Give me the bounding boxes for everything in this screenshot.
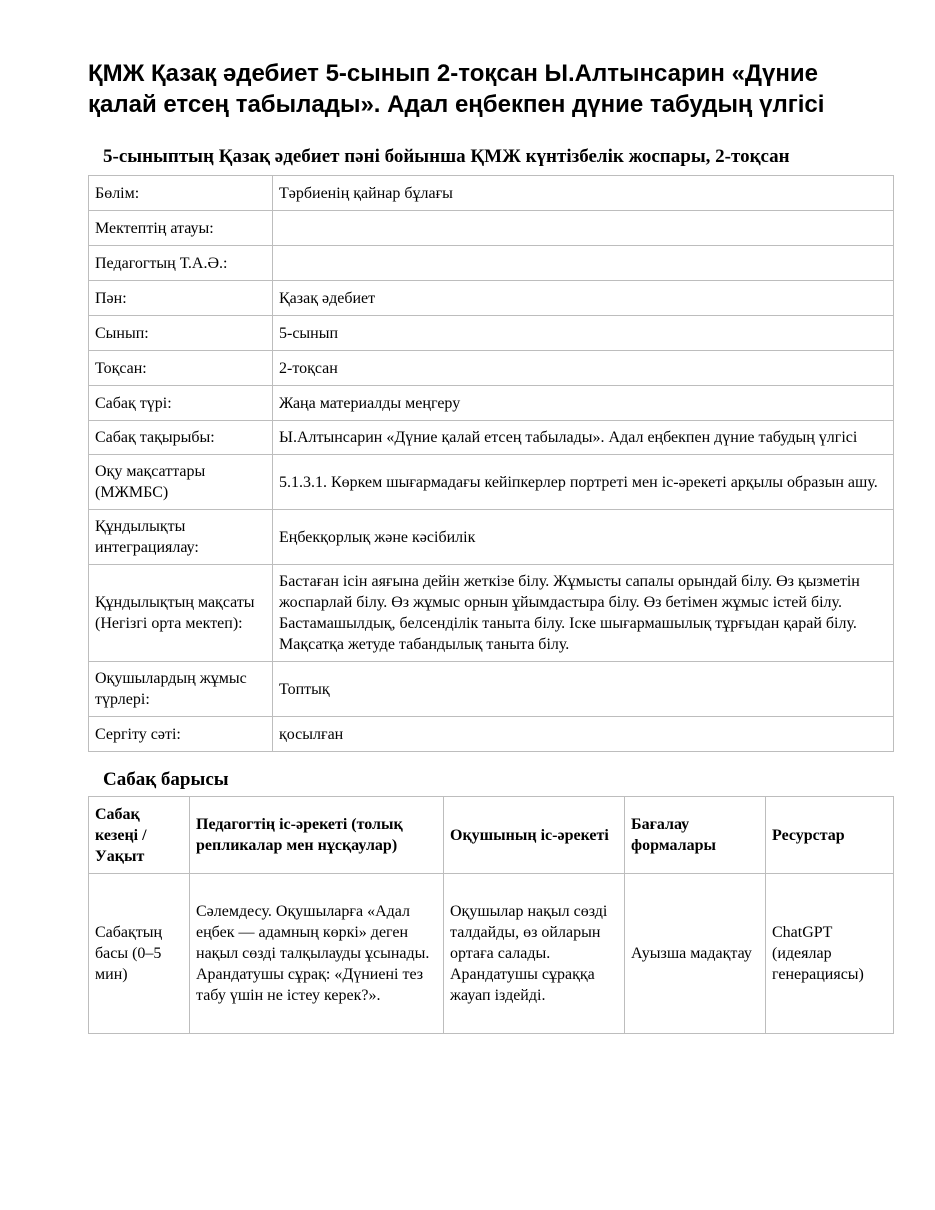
table-row (89, 565, 894, 662)
row-label-section: Бөлім: (89, 176, 273, 211)
row-value-work-forms: Топтық (273, 662, 894, 717)
table-row (89, 717, 894, 752)
column-header-teacher-activity: Педагогтің іс-әрекеті (толық репликалар мен нұсқаулар) (190, 797, 444, 874)
row-value-teacher (273, 246, 894, 281)
row-value-section: Тәрбиенің қайнар бұлағы (273, 176, 894, 211)
row-label-subject: Пән: (89, 281, 273, 316)
row-value-lesson-topic: Ы.Алтынсарин «Дүние қалай етсең табылады». Адал еңбекпен дүние табудың үлгісі (273, 421, 894, 455)
table-row (89, 246, 894, 281)
row-label-lesson-topic: Сабақ тақырыбы: (89, 421, 273, 455)
document-title: ҚМЖ Қазақ әдебиет 5-сынып 2-тоқсан Ы.Алтынсарин «Дүние қалай етсең табылады». Адал еңбекпен дүние табудың үлгісі (88, 60, 825, 118)
row-label-teacher: Педагогтың Т.А.Ә.: (89, 246, 273, 281)
cell-stage: Сабақтың басы (0–5 мин) (89, 874, 190, 1034)
plan-heading: 5-сыныптың Қазақ әдебиет пәні бойынша ҚМЖ күнтізбелік жоспары, 2-тоқсан (103, 146, 790, 167)
table-row (89, 281, 894, 316)
row-value-school (273, 211, 894, 246)
lesson-table (88, 796, 894, 1034)
plan-info-table (88, 175, 894, 752)
column-header-assessment: Бағалау формалары (625, 797, 766, 874)
row-label-value-goal: Құндылықтың мақсаты (Негізгі орта мектеп): (89, 565, 273, 662)
cell-student-activity: Оқушылар нақыл сөзді талдайды, өз ойларын ортаға салады. Арандатушы сұраққа жауап іздейді. (444, 874, 625, 1034)
lesson-heading: Сабақ барысы (103, 769, 229, 790)
table-row (89, 176, 894, 211)
row-value-learning-objectives: 5.1.3.1. Көркем шығармадағы кейіпкерлер портреті мен іс-әрекеті арқылы образын ашу. (273, 455, 894, 510)
row-value-subject: Қазақ әдебиет (273, 281, 894, 316)
column-header-student-activity: Оқушының іс-әрекеті (444, 797, 625, 874)
row-label-work-forms: Оқушылардың жұмыс түрлері: (89, 662, 273, 717)
row-label-school: Мектептің атауы: (89, 211, 273, 246)
row-label-quarter: Тоқсан: (89, 351, 273, 386)
row-value-refresh-moment: қосылған (273, 717, 894, 752)
row-label-refresh-moment: Сергіту сәті: (89, 717, 273, 752)
row-value-quarter: 2-тоқсан (273, 351, 894, 386)
cell-assessment: Ауызша мадақтау (625, 874, 766, 1034)
row-value-value-integration: Еңбекқорлық және кәсібилік (273, 510, 894, 565)
row-label-learning-objectives: Оқу мақсаттары (МЖМБС) (89, 455, 273, 510)
row-value-lesson-type: Жаңа материалды меңгеру (273, 386, 894, 421)
table-row (89, 386, 894, 421)
table-row (89, 316, 894, 351)
table-row (89, 662, 894, 717)
table-row (89, 211, 894, 246)
table-row (89, 874, 894, 1034)
row-value-grade: 5-сынып (273, 316, 894, 351)
table-header-row (89, 797, 894, 874)
table-row (89, 421, 894, 455)
row-label-value-integration: Құндылықты интеграциялау: (89, 510, 273, 565)
document-page (88, 58, 892, 1034)
cell-teacher-activity: Сәлемдесу. Оқушыларға «Адал еңбек — адамның көркі» деген нақыл сөзді талқылауды ұсынады. Арандатушы сұрақ: «Дүниені тез табу үшін не істеу керек?». (190, 874, 444, 1034)
table-row (89, 510, 894, 565)
table-row (89, 455, 894, 510)
column-header-resources: Ресурстар (766, 797, 894, 874)
cell-resources: ChatGPT (идеялар генерациясы) (766, 874, 894, 1034)
table-row (89, 351, 894, 386)
row-label-lesson-type: Сабақ түрі: (89, 386, 273, 421)
column-header-stage: Сабақ кезеңі / Уақыт (89, 797, 190, 874)
row-label-grade: Сынып: (89, 316, 273, 351)
row-value-value-goal: Бастаған ісін аяғына дейін жеткізе білу. Жұмысты сапалы орындай білу. Өз қызметін жоспарлай білу. Өз жұмыс орнын ұйымдастыра білу. Өз бетімен жұмыс істей білу. Бастамашылдық, белсенділік таныта білу. Іске шығармашылық тұрғыдан қарай білу. Мақсатқа жетуде табандылық таныта білу. (273, 565, 894, 662)
